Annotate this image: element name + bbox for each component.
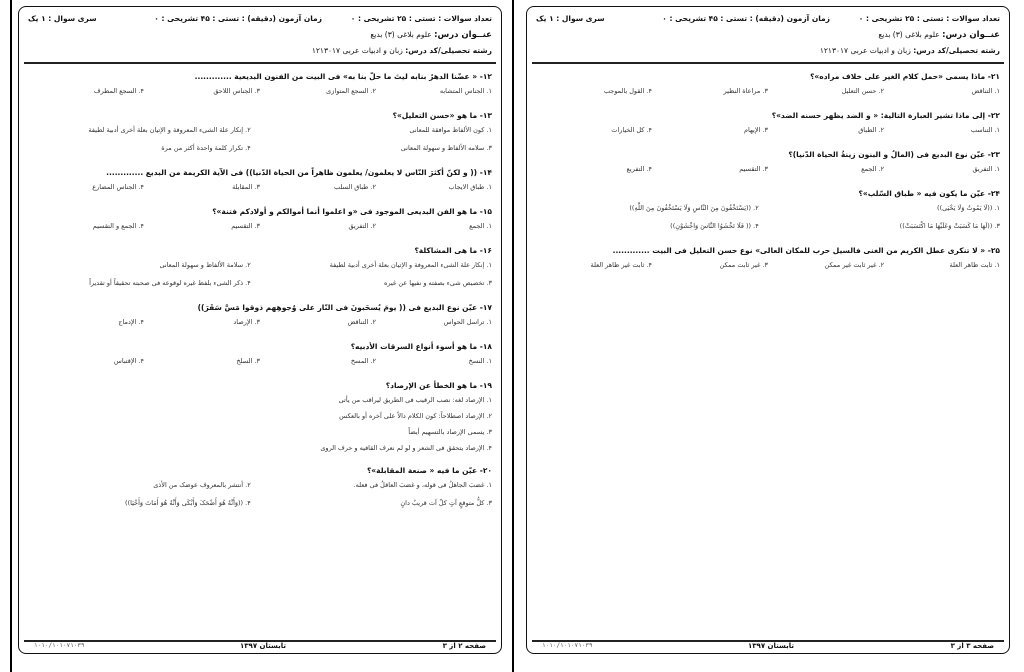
option-2[interactable]: ۲. الجمع	[861, 165, 884, 173]
option-2[interactable]: ۲. غیر ثابت غیر ممکن	[824, 261, 884, 269]
exam-code: ۱۰۱۰/۱۰۱۰۷۱۰۳۹	[34, 642, 85, 649]
option-1[interactable]: ۱. التفریق	[972, 165, 1000, 173]
option-1[interactable]: ۱. غضبَ الجاهلُ فی قوله، و غضبَ العاقلُ فی فعله.	[353, 481, 492, 489]
question-options	[536, 165, 1000, 179]
field-name: زبان و ادبیات عربی ۱۲۱۳۰۱۷	[819, 46, 911, 55]
question-item	[28, 109, 492, 158]
question-options	[536, 126, 1000, 140]
question-text: ۱۹- ما هو الخطأ عن الإرصاد؟	[385, 381, 492, 390]
option-2[interactable]: ۲. السجع المتوازی	[326, 87, 376, 95]
question-text: ۲۱- ماذا یسمی «حمل کلام الغیر علی خلاف مراده»؟	[810, 72, 1000, 81]
course-title	[370, 30, 492, 40]
question-options	[536, 87, 1000, 101]
option-3[interactable]: ۳. التقسیم	[739, 165, 768, 173]
page-header	[28, 14, 492, 28]
question-item	[28, 464, 492, 513]
option-3[interactable]: ۳. کلُّ متوقعٍ آتٍ کلّ آت قریبٌ دانٍ	[400, 499, 492, 507]
question-text: ۲۴- عیّن ما یکون فیه « طباق السّلب»؟	[858, 189, 1000, 198]
question-options	[28, 392, 492, 456]
question-item	[536, 148, 1000, 179]
question-item	[28, 340, 492, 371]
question-item	[536, 70, 1000, 101]
question-text: ۱۸- ما هو أسوء أنواع السرقات الأدبیه؟	[350, 342, 492, 351]
question-item	[28, 70, 492, 101]
page-header	[536, 14, 1000, 28]
question-options	[28, 357, 492, 371]
field-info	[820, 46, 1000, 55]
option-1[interactable]: ۱. طباق الایجاب	[448, 183, 492, 191]
question-text: ۲۳- عیّن نوع البدیع فی (المالُ و البنون زینةُ الحیاة الدّنیا)؟	[788, 150, 1000, 159]
question-options	[536, 261, 1000, 275]
exam-date: تابستان ۱۳۹۷	[240, 642, 286, 650]
question-options	[28, 318, 492, 332]
course-title	[878, 30, 1000, 40]
option-3[interactable]: ۳. الإیهام	[744, 126, 768, 134]
option-3[interactable]: ۳. الجناس اللاحق	[213, 87, 260, 95]
page-number: صفحه ۲ از ۳	[442, 642, 486, 650]
option-1[interactable]: ۱. ثابت ظاهر العلة	[949, 261, 1000, 269]
page-number: صفحه ۳ از ۳	[950, 642, 994, 650]
course-name: علوم بلاغی (۳) بدیع	[370, 30, 432, 39]
option-4[interactable]: ۴. الإرصاد یتحقق فی الشعر و لو لم نعرف القافیه و حرف الروی	[320, 444, 492, 452]
question-item	[28, 301, 492, 332]
option-3[interactable]: ۳. تخصیص شیء بصفته و نفیها عن غیره	[383, 279, 492, 287]
exam-code: ۱۰۱۰/۱۰۱۰۷۱۰۳۹	[542, 642, 593, 649]
option-1[interactable]: ۱. التناسب	[970, 126, 1000, 134]
option-3[interactable]: ۳. ((لَهَا مَا کَسَبَتْ وَعَلَیْهَا مَا اکْتَسَبَتْ))	[899, 222, 1000, 230]
question-options	[536, 204, 1000, 218]
course-label: عنــوان درس:	[434, 30, 492, 40]
exam-page-2	[18, 6, 502, 664]
field-info	[312, 46, 492, 55]
question-options	[28, 499, 492, 513]
option-3[interactable]: ۳. یسمی الإرصاد بالتسهیم أیضاً	[408, 428, 492, 436]
option-2[interactable]: ۲. إنکار علة الشیء المعروفة و الإتیان بعلة أخری أدبیة لطیفة	[88, 126, 251, 134]
question-options	[28, 126, 492, 140]
course-label: عنــوان درس:	[942, 30, 1000, 40]
option-2[interactable]: ۲. حسن التعلیل	[841, 87, 884, 95]
option-2[interactable]: ۲. المسخ	[350, 357, 376, 365]
option-4[interactable]: ۴. ذکر الشیء بلفظ غیره لوقوعه فی صحبته تحقیقاً أو تقدیراً	[89, 279, 251, 287]
exam-time: زمان آزمون (دقیقه) : تستی : ۴۵ تشریحی : ۰	[662, 14, 830, 23]
question-options	[28, 279, 492, 293]
option-3[interactable]: ۳. التقسیم	[231, 222, 260, 230]
option-1[interactable]: ۱. الجمع	[469, 222, 492, 230]
option-1[interactable]: ۱. ((لَا یَمُوتُ وَلَا یَحْیَی))	[937, 204, 1000, 212]
question-item	[536, 109, 1000, 140]
field-label: رشته تحصیلی/کد درس:	[405, 46, 492, 55]
option-1[interactable]: ۱. النسخ	[468, 357, 492, 365]
question-count: تعداد سوالات : تستی : ۲۵ تشریحی : ۰	[858, 14, 1000, 23]
question-text: ۱۳- ما هو «حسن التعلیل»؟	[392, 111, 492, 120]
option-2[interactable]: ۲. التفریق	[348, 222, 376, 230]
option-2[interactable]: ۲. طباق السلب	[334, 183, 376, 191]
page-footer	[34, 642, 486, 652]
option-1[interactable]: ۱. الإرصاد لغه: نصب الرقیب فی الطریق لیراقب من یأتی	[338, 396, 492, 404]
question-text: ۱۲- « عضّنا الدهرُ بنابه لیتَ ما حلّ بنا به» فی البیت من الفنون البدیعیة .............	[194, 72, 492, 81]
option-3[interactable]: ۳. غیر ثابت ممکن	[719, 261, 768, 269]
question-series: سری سوال : ۱ یک	[536, 14, 605, 23]
left-divider-line	[10, 0, 12, 672]
option-4[interactable]: ۴. تکرار کلمة واحدة أکثر من مرة	[161, 144, 251, 152]
option-4[interactable]: ۴. القول بالموجب	[603, 87, 652, 95]
option-1[interactable]: ۱. کون الألفاظ موافقة للمعانی	[409, 126, 492, 134]
question-text: ۲۰- عیّن ما فیه « صنعة المقابلة»؟	[366, 466, 492, 475]
question-text: ۲۵- « لا تنکری عطل الکریم من الغنی فالسیل حرب للمکان العالی» نوع حسن التعلیل فی البیت .............	[612, 246, 1000, 255]
option-2[interactable]: ۲. الإرصاد اصطلاحاً: کون الکلام دالاً علی آخره أو بالعکس	[339, 412, 492, 420]
question-series: سری سوال : ۱ یک	[28, 14, 97, 23]
question-item	[536, 187, 1000, 236]
exam-time: زمان آزمون (دقیقه) : تستی : ۴۵ تشریحی : ۰	[154, 14, 322, 23]
center-divider-line	[512, 0, 514, 672]
option-2[interactable]: ۲. سلامة الألفاظ و سهولة المعانی	[159, 261, 251, 269]
question-text: ۱۴- (( و لکنّ أکثرَ النّاس لا یعلمون/ یعلمون ظاهراً من الحیاة الدّنیا)) فی الآیة الکریمة من البدیع .............	[106, 168, 492, 177]
question-options	[28, 261, 492, 275]
question-options	[28, 481, 492, 495]
question-item	[28, 166, 492, 197]
header-divider	[24, 62, 496, 64]
field-label: رشته تحصیلی/کد درس:	[913, 46, 1000, 55]
option-1[interactable]: ۱. التناقض	[971, 87, 1000, 95]
option-4[interactable]: ۴. الإدماج	[118, 318, 144, 326]
question-item	[28, 205, 492, 236]
option-3[interactable]: ۳. السلخ	[236, 357, 260, 365]
option-4[interactable]: ۴. الجناس المضارع	[92, 183, 144, 191]
question-count: تعداد سوالات : تستی : ۲۵ تشریحی : ۰	[350, 14, 492, 23]
option-3[interactable]: ۳. مراعاة النظیر	[723, 87, 768, 95]
option-4[interactable]: ۴. الجمع و التقسیم	[92, 222, 144, 230]
option-1[interactable]: ۱. الجناس المتشابه	[439, 87, 492, 95]
option-2[interactable]: ۲. التناقض	[347, 318, 376, 326]
option-3[interactable]: ۳. المقابلة	[232, 183, 260, 191]
course-name: علوم بلاغی (۳) بدیع	[878, 30, 940, 39]
header-divider	[532, 62, 1004, 64]
questions-list	[28, 70, 492, 521]
option-2[interactable]: ۲. أنتشر بالمعروف عوضک من الأذی	[153, 481, 251, 489]
question-item	[28, 379, 492, 456]
page-footer	[542, 642, 994, 652]
option-4[interactable]: ۴. (( فَلَا تَخْشَوُا النَّاسَ وَاخْشَوْنِ))	[670, 222, 759, 230]
question-item	[28, 244, 492, 293]
question-text: ۱۵- ما هو الفن البدیعی الموجود فی «و اعلموا أنما أموالکم و أولادکم فتنة»؟	[212, 207, 492, 216]
question-options	[28, 144, 492, 158]
question-text: ۱۷- عیّن نوع البدیع فی (( یومَ یُسحَبونَ فی النّار علی وُجوهِهم ذوقوا مَسَّ سَقَرَ))	[197, 303, 492, 312]
question-item	[536, 244, 1000, 275]
field-name: زبان و ادبیات عربی ۱۲۱۳۰۱۷	[311, 46, 403, 55]
option-4[interactable]: ۴. کل الخیارات	[611, 126, 652, 134]
exam-date: تابستان ۱۳۹۷	[748, 642, 794, 650]
option-3[interactable]: ۳. سلامه الألفاظ و سهولة المعانی	[400, 144, 492, 152]
option-4[interactable]: ۴. ((وَأَنَّهُ هُوَ أَضْحَکَ وَأَبْکَی وَأَنَّهُ هُوَ أَمَاتَ وَأَحْیَا))	[125, 499, 251, 507]
question-options	[28, 222, 492, 236]
question-text: ۱۶- ما هی المشاکلة؟	[414, 246, 492, 255]
option-4[interactable]: ۴. السجع المطرف	[93, 87, 144, 95]
question-options	[28, 87, 492, 101]
option-1[interactable]: ۱. تراسل الحواس	[443, 318, 492, 326]
question-text: ۲۲- إلی ماذا تشیر العبارة التالیة: « و الضد یظهر حسنه الضد»؟	[771, 111, 1000, 120]
option-4[interactable]: ۴. ثابت غیر ظاهر العلة	[590, 261, 652, 269]
question-options	[28, 183, 492, 197]
option-1[interactable]: ۱. إنکار علة الشیء المعروفة و الإتیان بعلة أخری أدبیة لطیفة	[329, 261, 492, 269]
option-3[interactable]: ۳. الإرصاد	[233, 318, 260, 326]
question-options	[536, 222, 1000, 236]
exam-page-3	[526, 6, 1010, 664]
option-2[interactable]: ۲. ((یَسْتَخْفُونَ مِنَ النَّاسِ وَلَا یَسْتَخْفُونَ مِنَ اللَّهِ))	[629, 204, 759, 212]
option-4[interactable]: ۴. التفریع	[626, 165, 652, 173]
option-4[interactable]: ۴. الإقتباس	[113, 357, 144, 365]
option-2[interactable]: ۲. الطباق	[858, 126, 884, 134]
questions-list	[536, 70, 1000, 283]
